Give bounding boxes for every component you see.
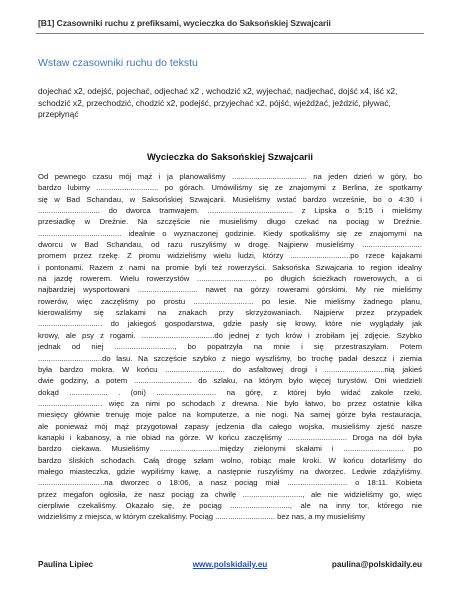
story-line: przez megafon ogłosiła, że nasz pociąg za chwilę ............................, ale nie widzieliśmy go, więc <box>38 489 422 499</box>
story-line: małego miasteczka, gdzie wypiliśmy kawę, a następnie ruszyliśmy na dworzec. Ledwie zdążyliśmy. <box>38 466 422 476</box>
story-body <box>38 171 422 523</box>
section-heading: Wstaw czasowniki ruchu do tekstu <box>38 57 198 69</box>
story-line: .............................. do jakiegoś gospodarstwa, gdzie pasły się krowy, które nie wyglądały jak <box>38 319 422 329</box>
story-line: najbardziej wysportowani ............................ nawet na górzy rowerami górskimi. My nie mieliśmy <box>38 285 422 295</box>
story-line: na jazdę rowerem. Wielu rowerzystów ............................ po długich ścieżkach rowerowych, a ci <box>38 274 422 284</box>
footer-author: Paulina Lipiec <box>38 560 94 569</box>
story-line: przesiadkę w Dreźnie. Na szczęście nie musieliśmy długo czekać na pociąg w Dreźnie. <box>38 217 422 227</box>
story-line: była bardzo mokra. W końcu ............................ do asfaltowej drogi i ............................nią jakieś <box>38 364 422 374</box>
story-line: bardzo śliskich schodach. Całą drogę szłam wolno, robiąc małe kroki. W końcu dotarliśmy do <box>38 455 422 465</box>
story-title: Wycieczka do Saksońskiej Szwajcarii <box>146 151 314 162</box>
story-line: i pontonami. Razem z nami na promie byli też rowerzyści. Saksońska Szwajcaria to region idealny <box>38 262 422 272</box>
story-line: ............................. do dworca tramwajem. ........................................ z Lipska o 5:15 i mieliśmy <box>38 206 422 216</box>
header-divider <box>36 33 424 34</box>
footer-email: paulina@polskidaily.eu <box>331 560 422 569</box>
story-line: kierowaliśmy się szlakami na znakach przy skrzyżowaniach. Najpierw przez przypadek <box>38 308 422 318</box>
story-line: promem przez rzekę. Z promu widzieliśmy wielu ludzi, którzy ............................po rzece kajakami <box>38 251 422 261</box>
story-line: kanapki i kabanosy, a nie obiad na górze. W końcu zaczęliśmy ............................ Droga na dół była <box>38 432 422 442</box>
footer-website-link[interactable]: www.polskidaily.eu <box>192 560 268 569</box>
word-bank: dojechać x2, odejść, pojechać, odjechać x2 , wchodzić x2, wyjechać, nadjechać, dojść x4, iść x2, schodzić x2, przechodzić, chodzić x2, podejść, przyjechać x2, pójść, wjeżdżać, jeździć, pływać, przepłynąć <box>38 86 398 120</box>
story-line: dwie godziny, a potem ........................... do szlaku, na którym było więcej turystów. Oni wiedzieli <box>38 376 422 386</box>
story-line: dworcu w Bad Schandau, od razu ruszyliśmy w drogę. Najpierw musieliśmy ............................ <box>38 240 422 250</box>
story-line: ..............................do lasu. Na szczęście szybko z niego wyszliśmy, bo trochę padał deszcz i ziemia <box>38 353 422 363</box>
story-line: Od pewnego czasu mój mąż i ja planowaliśmy ................................... na jeden dzień w góry, bo <box>38 172 422 181</box>
story-line: rowerów, więc zaczęliśmy po prostu ............................ po lesie. Nie mieliśmy żadnego planu, <box>38 296 422 306</box>
story-line: cierpliwie czekaliśmy. Okazało się, że pociąg ............................, ale na inny tor, którego nie <box>38 500 422 510</box>
story-line: bardzo ciekawa. Musieliśmy ............................między zielonymi skałami i ............................ po <box>38 444 422 454</box>
story-line: bardzo lubimy ............................. po górach. Umówiliśmy się ze znajomymi z Berlina, że spotkamy <box>38 183 422 193</box>
story-line: ....................................... idealnie o wyznaczonej godzinie. Kiedy spotkaliśmy się ze znajomymi na <box>38 228 422 238</box>
story-line: .............................. więc za nimi po schodach z drewna. Nie było łatwo, bo przez ostatnie kilka <box>38 398 422 408</box>
story-line: jednak od niej ............................, bo popatrzyła na mnie i się przestraszyłam. Potem <box>38 342 422 352</box>
story-line: widzieliśmy z miejsca, w którym czekaliśmy. Pociąg ............................ bez nas, a my musieliśmy <box>38 512 366 522</box>
story-line: się w Bad Schandau, w Saksońskiej Szwajcarii. Musieliśmy wstać bardzo wcześnie, bo o 4:30 i <box>38 194 422 204</box>
story-line: ...............................na dworzec o 18:06, a nasz pociąg miał ............................ o 18:11. Kobieta <box>38 478 422 488</box>
story-line: dokąd .................. . (oni) ............................ na górę, z której było widać zakole rzeki. <box>38 387 422 397</box>
story-line: miesięcy głównie trenuję moje palce na komputerze, a nie nogi. Na samej górze była restauracja, <box>38 410 422 420</box>
story-line: krowy, ale psy z rogami. ..................................do jednej z tych krów i zrobiłam jej zdjęcie. Szybko <box>38 330 422 340</box>
story-line: ale ponieważ mój mąż przygotował zapasy jedzenia dla całego wojska, musieliśmy zjeść nasze <box>38 421 422 431</box>
header-title: [B1] Czasowniki ruchu z prefiksami, wycieczka do Saksońskiej Szwajcarii <box>38 18 331 28</box>
